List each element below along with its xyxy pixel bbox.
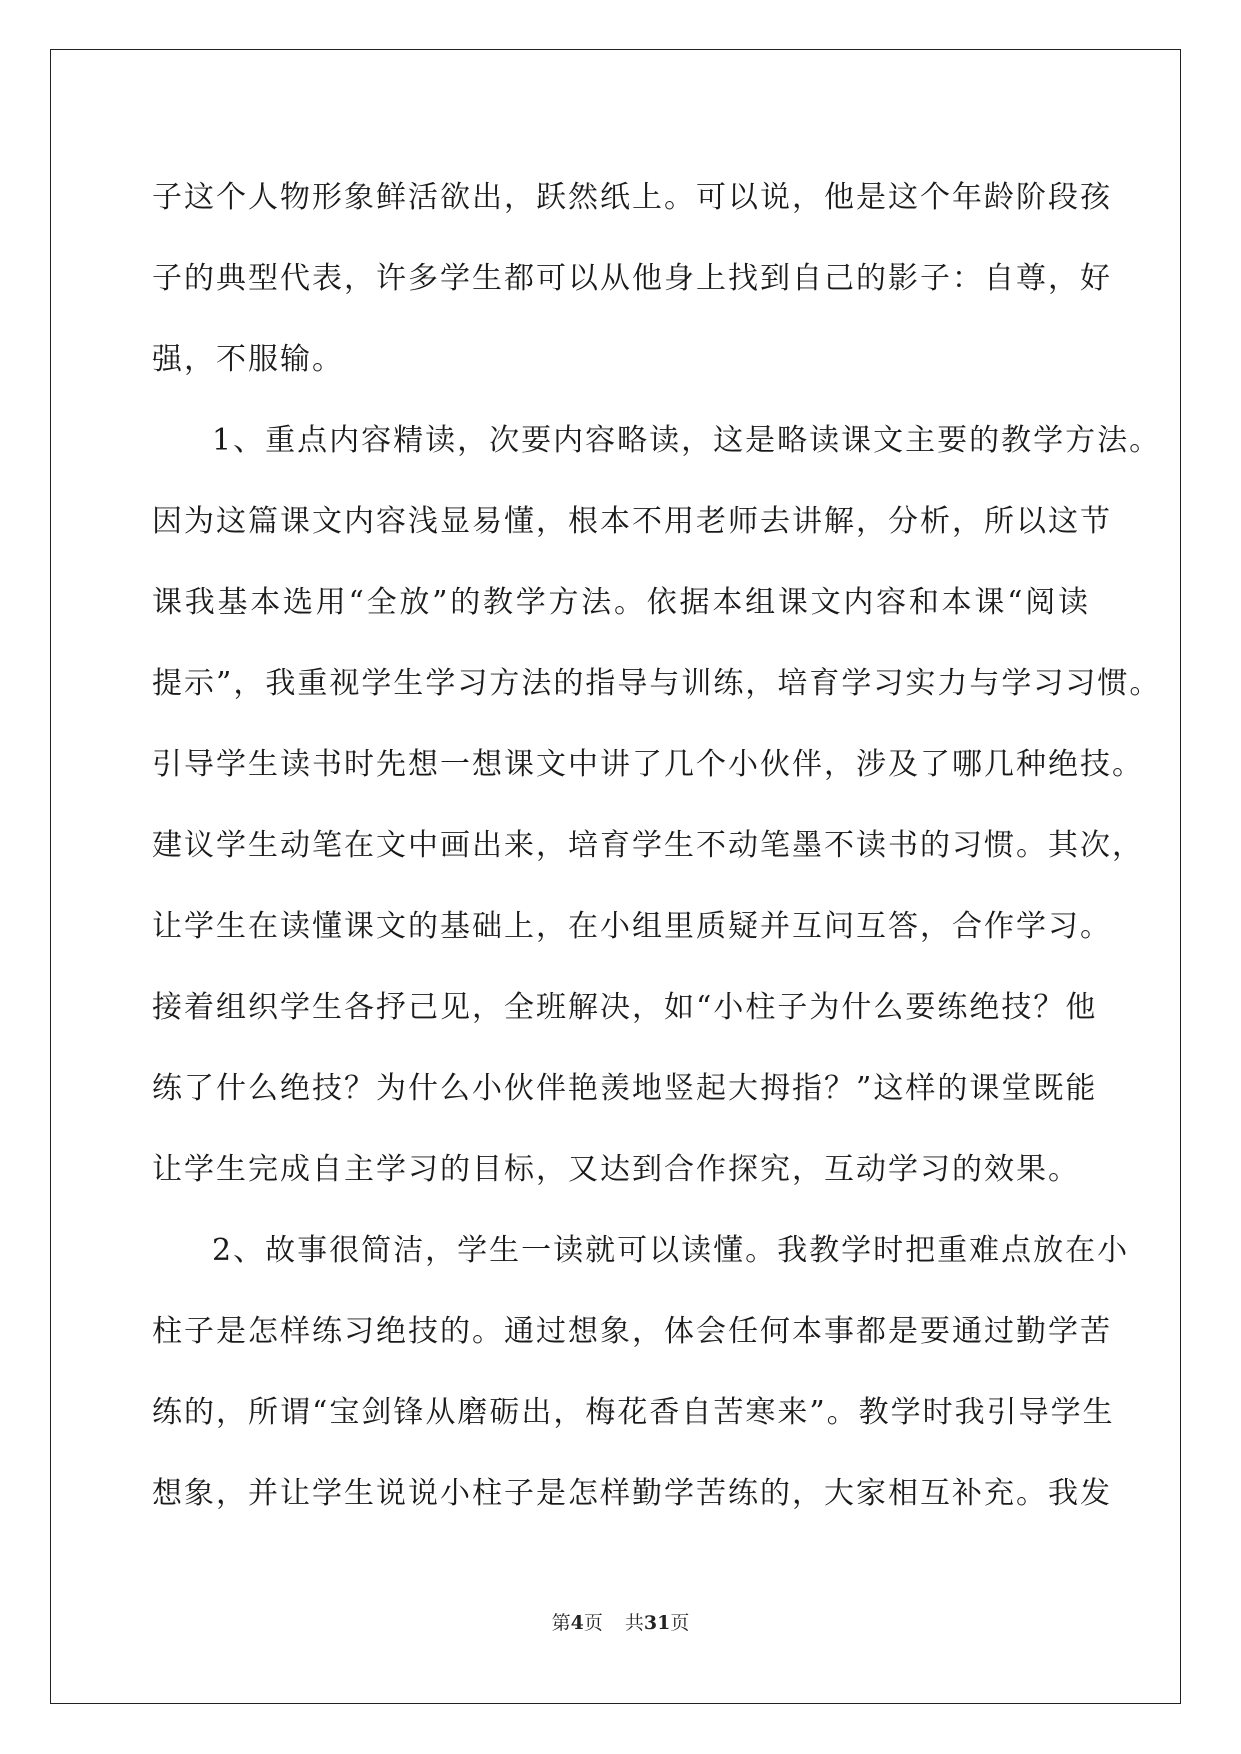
- text-line: 让学生完成自主学习的目标，又达到合作探究，互动学习的效果。: [152, 1152, 1080, 1187]
- text-line: 练了什么绝技？为什么小伙伴艳羡地竖起大拇指？”这样的课堂既能: [152, 1071, 1098, 1106]
- document-body: [152, 157, 1162, 1534]
- text-line: 因为这篇课文内容浅显易懂，根本不用老师去讲解，分析，所以这节: [152, 504, 1112, 539]
- footer-total-suffix: 页: [670, 1612, 690, 1634]
- text-line: 课我基本选用“全放”的教学方法。依据本组课文内容和本课“阅读: [152, 585, 1090, 620]
- current-page-number: 4: [570, 1612, 584, 1634]
- text-line: 接着组织学生各抒己见，全班解决，如“小柱子为什么要练绝技？他: [152, 990, 1098, 1025]
- text-line: 引导学生读书时先想一想课文中讲了几个小伙伴，涉及了哪几种绝技。: [152, 747, 1144, 782]
- footer-prefix: 第: [551, 1612, 571, 1634]
- text-line: 子的典型代表，许多学生都可以从他身上找到自己的影子：自尊，好: [152, 261, 1112, 296]
- page-footer: [0, 1608, 1241, 1635]
- text-line: 练的，所谓“宝剑锋从磨砺出，梅花香自苦寒来”。教学时我引导学生: [152, 1395, 1115, 1430]
- footer-total-prefix: 共: [624, 1612, 644, 1634]
- text-line: 1、重点内容精读，次要内容略读，这是略读课文主要的教学方法。: [212, 423, 1162, 458]
- text-line: 让学生在读懂课文的基础上，在小组里质疑并互问互答，合作学习。: [152, 909, 1112, 944]
- text-line: 建议学生动笔在文中画出来，培育学生不动笔墨不读书的习惯。其次，: [152, 828, 1144, 863]
- footer-page-suffix: 页: [583, 1612, 603, 1634]
- text-line: 提示”，我重视学生学习方法的指导与训练，培育学习实力与学习习惯。: [152, 666, 1162, 701]
- total-page-count: 31: [643, 1612, 671, 1634]
- text-line: 强，不服输。: [152, 342, 344, 377]
- text-line: 想象，并让学生说说小柱子是怎样勤学苦练的，大家相互补充。我发: [152, 1476, 1112, 1511]
- text-line: 2、故事很简洁，学生一读就可以读懂。我教学时把重难点放在小: [212, 1233, 1130, 1268]
- text-line: 柱子是怎样练习绝技的。通过想象，体会任何本事都是要通过勤学苦: [152, 1314, 1112, 1349]
- text-line: 子这个人物形象鲜活欲出，跃然纸上。可以说，他是这个年龄阶段孩: [152, 180, 1112, 215]
